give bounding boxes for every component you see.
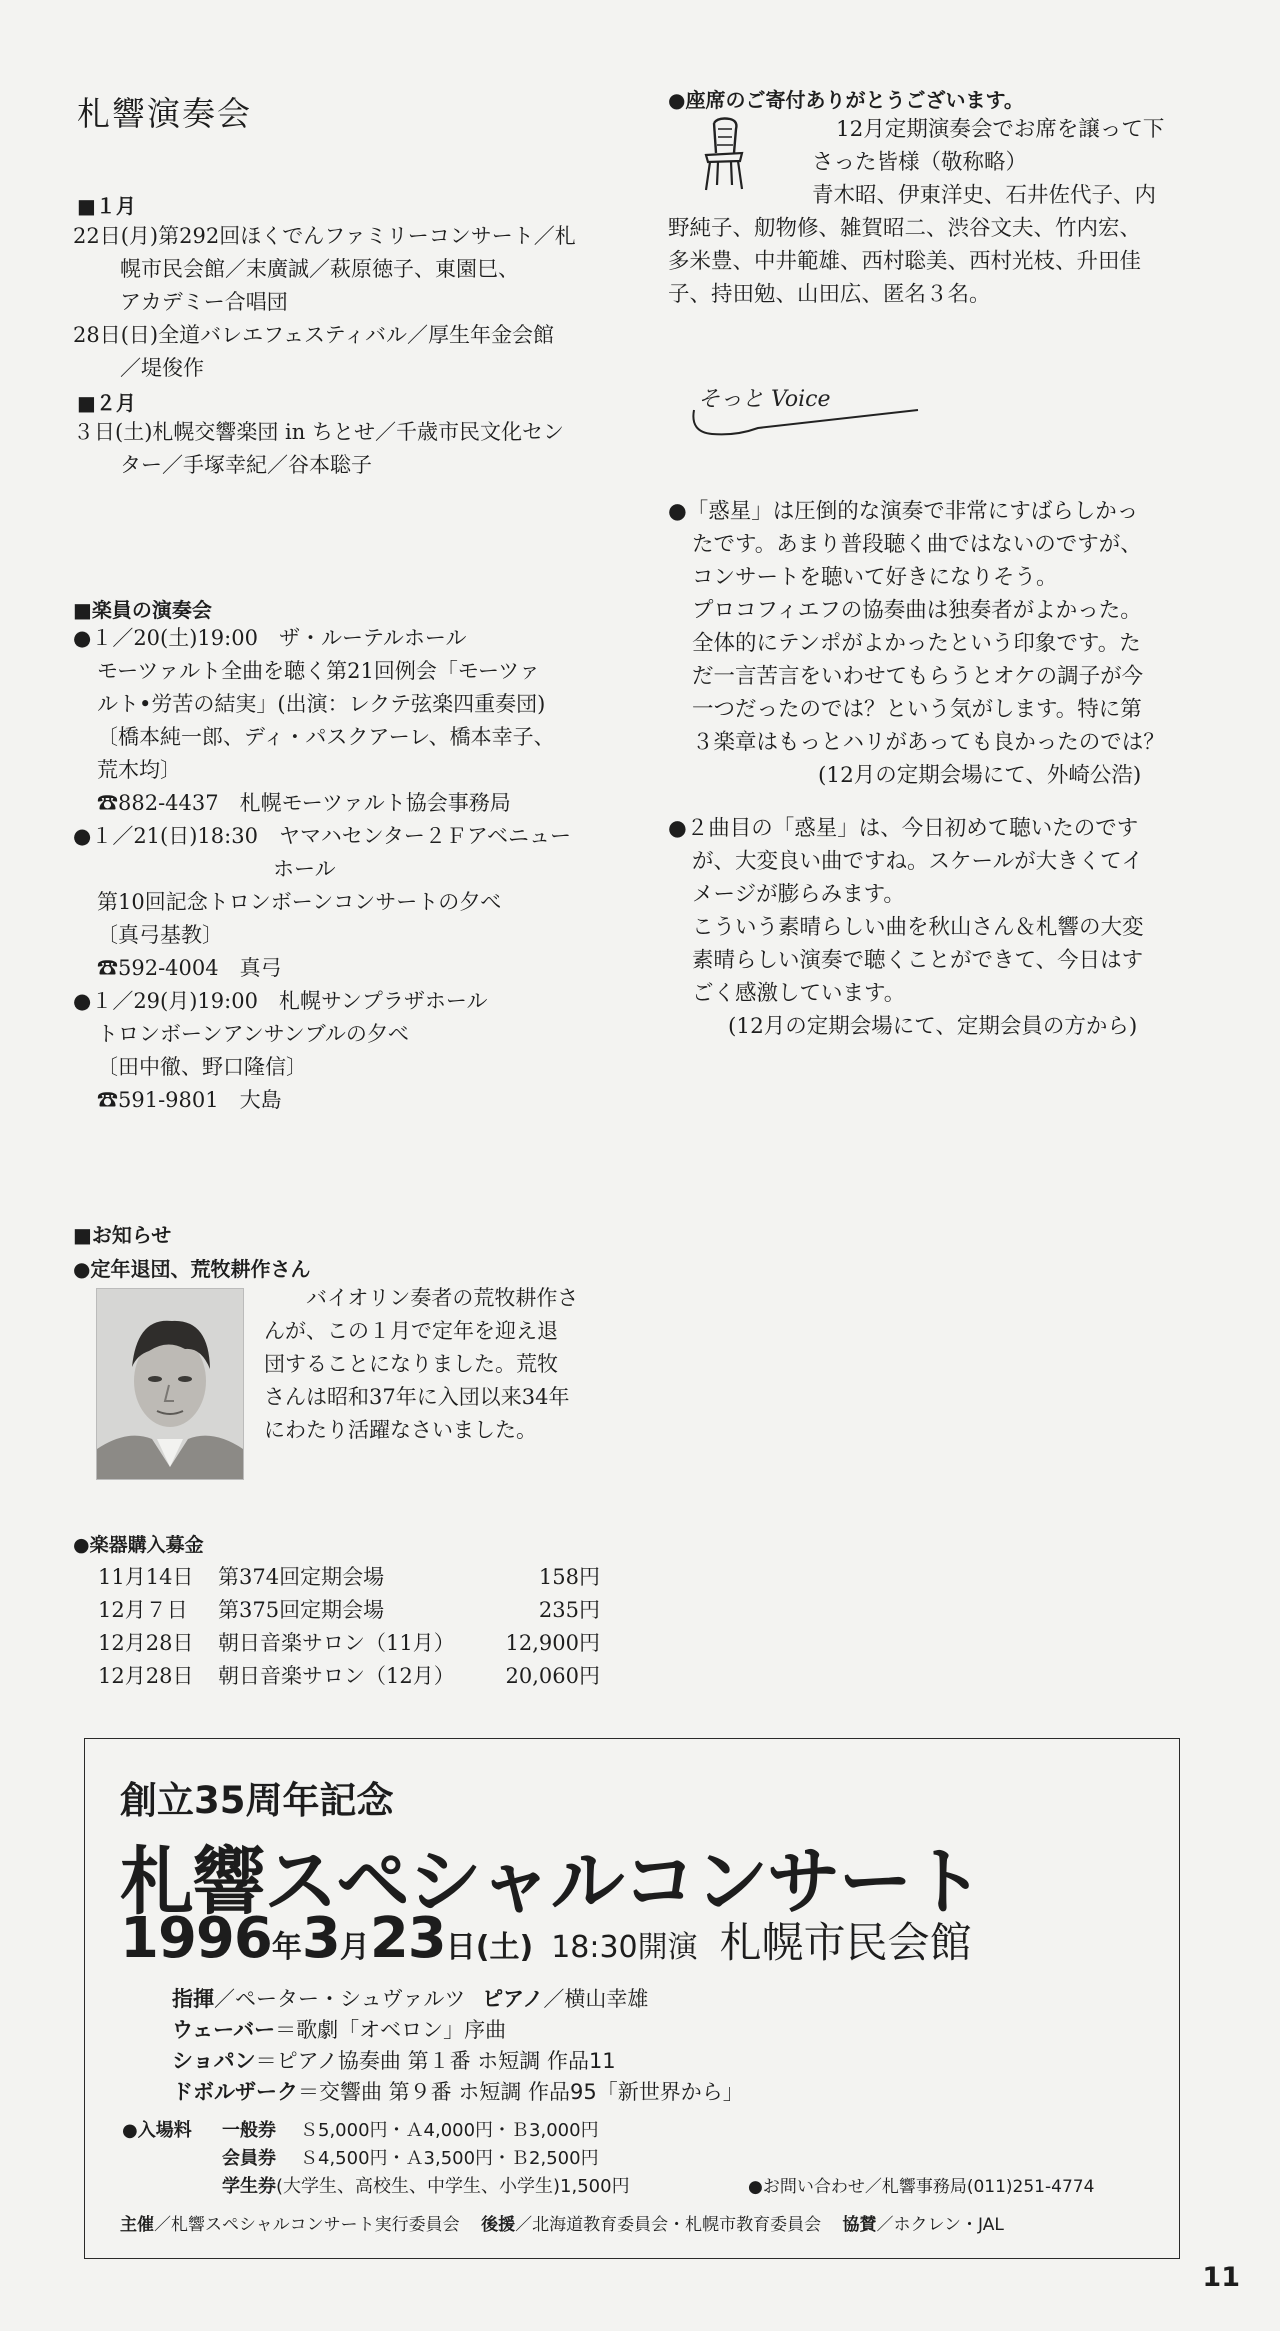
- chair-icon: [700, 115, 750, 199]
- paragraph-line: こういう素晴らしい曲を秋山さん＆札響の大変: [692, 915, 1144, 940]
- date-unit: 月: [339, 1930, 370, 1965]
- svg-text:そっと Voice: そっと Voice: [698, 387, 831, 412]
- list-item: ルト•労苦の結実」(出演：レクテ弦楽四重奏団): [97, 692, 546, 716]
- composer: ドボルザーク: [172, 2080, 298, 2104]
- paragraph-line: 野純子、舠物修、雑賀昭二、渋谷文夫、竹内宏、: [668, 216, 1142, 241]
- ticket-label: 一般券: [222, 2120, 276, 2141]
- paragraph-line: 12月定期演奏会でお席を譲って下: [836, 117, 1165, 142]
- voice-2: [668, 812, 1144, 1043]
- paragraph-line: 団することになりました。荒牧: [264, 1352, 558, 1376]
- list-item: 〔橋本純一郎、ディ・パスクアーレ、橋本幸子、: [97, 725, 555, 749]
- paragraph-line: さんは昭和37年に入団以来34年: [264, 1385, 570, 1409]
- work: ＝歌劇「オベロン」序曲: [275, 2018, 507, 2042]
- fund-date: 12月28日: [98, 1664, 194, 1688]
- fund-event: 第374回定期会場: [218, 1565, 385, 1589]
- banner-title: 札響スペシャルコンサート: [120, 1839, 983, 1925]
- fund-amount: 158円: [538, 1565, 600, 1589]
- signature: (12月の定期会場にて、定期会員の方から): [728, 1014, 1138, 1039]
- list-item: 荒木均〕: [97, 758, 181, 782]
- coop-label: 協賛: [842, 2215, 877, 2235]
- notice-header: ■お知らせ: [73, 1223, 172, 1247]
- fund-event: 朝日音楽サロン（11月）: [218, 1631, 455, 1655]
- list-item: 幌市民会館／末廣誠／萩原徳子、東園巳、: [120, 257, 519, 281]
- notice-subheader: ●定年退団、荒牧耕作さん: [73, 1257, 311, 1281]
- paragraph-line: たです。あまり普段聴く曲ではないのですが、: [692, 532, 1142, 557]
- list-item: トロンボーンアンサンブルの夕べ: [97, 1022, 409, 1046]
- phone-line: ☎592-4004 真弓: [97, 956, 282, 980]
- paragraph-line: 青木昭、伊東洋史、石井佐代子、内: [812, 183, 1157, 208]
- fund-header: ●楽器購入募金: [73, 1534, 204, 1556]
- list-item: ター／手塚幸紀／谷本聡子: [120, 453, 372, 477]
- sponsor-label: 主催: [120, 2215, 154, 2235]
- signature: (12月の定期会場にて、外崎公浩): [818, 763, 1142, 788]
- paragraph-line: メージが膨らみます。: [692, 882, 905, 907]
- list-item: ／堤俊作: [120, 356, 204, 380]
- list-item: 28日(日)全道バレエフェスティバル／厚生年金会館: [73, 323, 554, 347]
- ticket-label: 学生券: [222, 2176, 276, 2197]
- paragraph-line: コンサートを聴いて好きになりそう。: [692, 565, 1058, 590]
- fund-date: 12月７日: [98, 1598, 188, 1622]
- phone-line: ☎591-9801 大島: [97, 1088, 282, 1112]
- members-header: ■楽員の演奏会: [73, 598, 212, 622]
- program-item: [172, 2045, 616, 2075]
- banner-date: [120, 1906, 972, 1971]
- support: ／北海道教育委員会・札幌市教育委員会: [515, 2215, 822, 2235]
- list-item: ●１／21(日)18:30 ヤマハセンター２Ｆアベニュー: [73, 824, 572, 848]
- fund-amount: 12,900円: [505, 1631, 600, 1655]
- members-list: [73, 622, 571, 1117]
- paragraph-line: さった皆様（敬称略）: [812, 150, 1028, 175]
- piano-name: ／横山幸雄: [543, 1987, 649, 2011]
- fund-date: 12月28日: [98, 1631, 194, 1655]
- paragraph-line: プロコフィエフの協奏曲は独奏者がよかった。: [692, 598, 1142, 623]
- date-weekday: (土): [475, 1930, 534, 1965]
- list-item: 第10回記念トロンボーンコンサートの夕べ: [97, 890, 502, 914]
- paragraph-line: だ一言苦言をいわせてもらうとオケの調子が今: [692, 664, 1144, 689]
- paragraph-line: ごく感激しています。: [692, 981, 906, 1006]
- list-item: 〔田中徹、野口隆信〕: [97, 1055, 307, 1079]
- voice-logo: [688, 370, 928, 456]
- inquiry: ●お問い合わせ／札響事務局(011)251-4774: [748, 2177, 1095, 2197]
- date-year: 1996: [120, 1906, 272, 1971]
- performers: [172, 1983, 648, 2013]
- seat-text-2: [668, 212, 1141, 311]
- paragraph-line: が、大変良い曲ですね。スケールが大きくてイ: [692, 849, 1144, 874]
- date-day: 23: [369, 1906, 446, 1971]
- date-unit: 年: [271, 1930, 302, 1965]
- page-number: 11: [1202, 2262, 1240, 2293]
- conductor-label: 指揮: [172, 1987, 214, 2011]
- seat-header: ●座席のご寄付ありがとうございます。: [668, 88, 1024, 112]
- section-title: 札響演奏会: [77, 94, 252, 133]
- jan-list: [73, 220, 576, 385]
- list-item: 22日(月)第292回ほくでんファミリーコンサート／札: [73, 224, 576, 248]
- date-month: 3: [301, 1906, 340, 1971]
- paragraph-line: ３楽章はもっとハリがあっても良かったのでは？: [692, 730, 1165, 755]
- ticket-price: (大学生、高校生、中学生、小学生)1,500円: [276, 2176, 630, 2197]
- paragraph-line: んが、この１月で定年を迎え退: [264, 1319, 558, 1343]
- notice-text: [264, 1282, 578, 1447]
- list-item: ３日(土)札幌交響楽団 in ちとせ／千歳市民文化セン: [73, 420, 564, 444]
- fund-event: 朝日音楽サロン（12月）: [218, 1664, 455, 1688]
- conductor-name: ／ペーター・シュヴァルツ: [214, 1987, 466, 2011]
- list-item: モーツァルト全曲を聴く第21回例会「モーツァ: [97, 659, 540, 683]
- paragraph-line: ●２曲目の「惑星」は、今日初めて聴いたのです: [668, 816, 1139, 841]
- fund-event: 第375回定期会場: [218, 1598, 385, 1622]
- sponsor: ／札響スペシャルコンサート実行委員会: [154, 2215, 460, 2235]
- credits: [120, 2210, 1004, 2235]
- paragraph-line: ●「惑星」は圧倒的な演奏で非常にすばらしかっ: [668, 499, 1139, 524]
- feb-header: ■２月: [77, 391, 136, 415]
- venue: 札幌市民会館: [719, 1918, 972, 1967]
- support-label: 後援: [481, 2215, 516, 2235]
- voice-1: [668, 495, 1165, 792]
- list-item: アカデミー合唱団: [120, 290, 288, 314]
- piano-label: ピアノ: [482, 1987, 544, 2011]
- work: ＝ピアノ協奏曲 第１番 ホ短調 作品11: [255, 2049, 616, 2073]
- program-item: [172, 2014, 506, 2044]
- list-item: ●１／29(月)19:00 札幌サンプラザホール: [73, 989, 488, 1013]
- date-unit: 日: [445, 1930, 476, 1965]
- fund-date: 11月14日: [98, 1565, 194, 1589]
- list-item: 〔真弓基教〕: [97, 923, 223, 947]
- composer: ショパン: [172, 2049, 256, 2073]
- fund-amount: 20,060円: [505, 1664, 600, 1688]
- paragraph-line: 子、持田勉、山田広、匿名３名。: [668, 282, 991, 307]
- date-time: 18:30開演: [551, 1930, 698, 1965]
- paragraph-line: 一つだったのでは？という気がします。特に第: [692, 697, 1142, 722]
- list-item: ホール: [273, 857, 336, 881]
- admission-label: [122, 2116, 192, 2142]
- list-item: ●１／20(土)19:00 ザ・ルーテルホール: [73, 626, 467, 650]
- coop: ／ホクレン・JAL: [876, 2215, 1004, 2235]
- paragraph-line: 全体的にテンポがよかったという印象です。た: [692, 631, 1141, 656]
- work: ＝交響曲 第９番 ホ短調 作品95「新世界から」: [298, 2080, 744, 2104]
- portrait-photo: [96, 1288, 244, 1480]
- paragraph-line: 多米豊、中井範雄、西村聡美、西村光枝、升田佳: [668, 249, 1142, 274]
- admission-label-text: ●入場料: [122, 2120, 192, 2141]
- ticket-price: Ｓ5,000円・Ａ4,000円・Ｂ3,000円: [300, 2120, 599, 2141]
- ticket-row: [222, 2116, 599, 2142]
- paragraph-line: バイオリン奏者の荒牧耕作さ: [306, 1286, 579, 1310]
- ticket-price: Ｓ4,500円・Ａ3,500円・Ｂ2,500円: [300, 2148, 599, 2169]
- jan-header: ■１月: [77, 194, 136, 218]
- ticket-label: 会員券: [222, 2148, 276, 2169]
- seat-text-1: [812, 113, 1164, 212]
- program-item: [172, 2076, 744, 2106]
- ticket-row: [222, 2172, 630, 2198]
- phone-line: ☎882-4437 札幌モーツァルト協会事務局: [97, 791, 511, 815]
- ticket-row: [222, 2144, 599, 2170]
- banner-subtitle: 創立35周年記念: [120, 1779, 394, 1822]
- fund-amount: 235円: [538, 1598, 600, 1622]
- paragraph-line: にわたり活躍なさいました。: [264, 1418, 537, 1442]
- composer: ウェーバー: [172, 2018, 276, 2042]
- paragraph-line: 素晴らしい演奏で聴くことができて、今日はす: [692, 948, 1144, 973]
- feb-list: [73, 416, 564, 482]
